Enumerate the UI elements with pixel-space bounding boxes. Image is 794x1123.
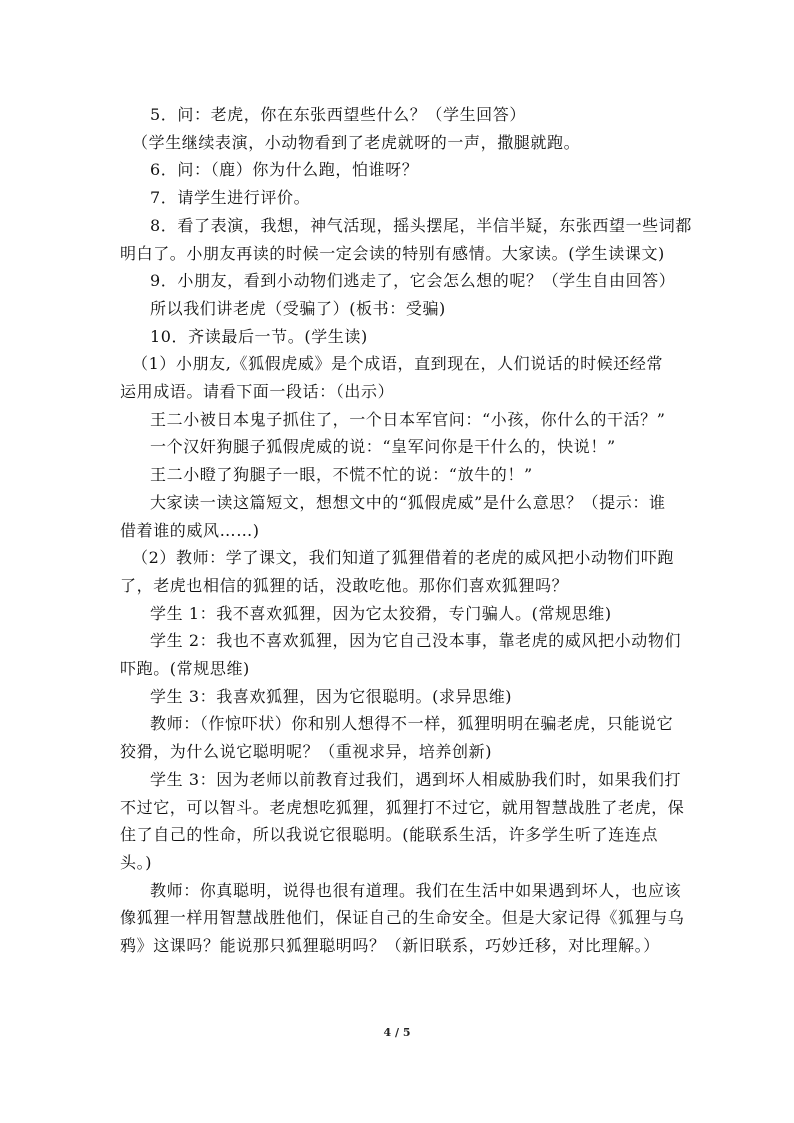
text-line: 鸦》这课吗？能说那只狐狸聪明吗？（新旧联系，巧妙迁移，对比理解。） bbox=[120, 936, 660, 956]
text-line: 6．问：（鹿）你为什么跑，怕谁呀？ bbox=[150, 160, 419, 180]
text-line: 教师：（作惊吓状）你和别人想得不一样，狐狸明明在骗老虎，只能说它 bbox=[150, 714, 674, 734]
text-line: （1）小朋友,《狐假虎威》是个成语，直到现在，人们说话的时候还经常 bbox=[132, 354, 664, 374]
text-line: 狡猾，为什么说它聪明呢？（重视求异，培养创新) bbox=[120, 742, 493, 762]
text-line: 头。) bbox=[120, 852, 153, 872]
page-number: 4 / 5 bbox=[383, 1026, 411, 1039]
text-line: （学生继续表演，小动物看到了老虎就呀的一声，撒腿就跑。 bbox=[132, 132, 581, 152]
text-line: 王二小瞪了狗腿子一眼，不慌不忙的说：“放牛的！” bbox=[150, 465, 533, 485]
text-line: 学生 3：我喜欢狐狸，因为它很聪明。(求异思维) bbox=[150, 686, 513, 706]
text-line: 8．看了表演，我想，神气活现，摇头摆尾，半信半疑，东张西望一些词都 bbox=[150, 215, 692, 235]
text-line: 学生 3：因为老师以前教育过我们，遇到坏人相威胁我们时，如果我们打 bbox=[150, 769, 682, 789]
text-line: 5．问：老虎，你在东张西望些什么？（学生回答） bbox=[150, 105, 526, 124]
text-line: 运用成语。请看下面一段话：（出示） bbox=[120, 382, 395, 402]
text-line: 不过它，可以智斗。老虎想吃狐狸，狐狸打不过它，就用智慧战胜了老虎，保 bbox=[120, 797, 685, 817]
text-line: 吓跑。(常规思维) bbox=[120, 659, 250, 679]
text-line: 所以我们讲老虎（受骗了）(板书：受骗) bbox=[150, 298, 446, 318]
text-line: 学生 2：我也不喜欢狐狸，因为它自己没本事，靠老虎的威风把小动物们 bbox=[150, 631, 682, 651]
text-line: 大家读一读这篇短文，想想文中的“狐假虎威”是什么意思？（提示：谁 bbox=[150, 492, 666, 512]
text-line: 像狐狸一样用智慧战胜他们，保证自己的生命安全。但是大家记得《狐狸与乌 bbox=[120, 908, 685, 928]
text-line: 10．齐读最后一节。(学生读) bbox=[150, 326, 368, 346]
text-line: 借着谁的威风……) bbox=[120, 520, 260, 540]
text-line: 教师：你真聪明，说得也很有道理。我们在生活中如果遇到坏人，也应该 bbox=[150, 880, 682, 900]
text-line: 学生 1：我不喜欢狐狸，因为它太狡猾，专门骗人。(常规思维) bbox=[150, 603, 612, 623]
text-line: 明白了。小朋友再读的时候一定会读的特别有感情。大家读。(学生读课文) bbox=[120, 243, 665, 263]
text-line: 9．小朋友，看到小动物们逃走了，它会怎么想的呢？（学生自由回答） bbox=[150, 271, 676, 291]
text-line: 7．请学生进行评价。 bbox=[150, 188, 311, 208]
text-line: （2）教师：学了课文，我们知道了狐狸借着的老虎的威风把小动物们吓跑 bbox=[132, 548, 674, 568]
text-line: 王二小被日本鬼子抓住了，一个日本军官问：“小孩，你什么的干活？” bbox=[150, 409, 666, 429]
text-line: 住了自己的性命，所以我说它很聪明。(能联系生活，许多学生听了连连点 bbox=[120, 825, 659, 845]
text-line: 了，老虎也相信的狐狸的话，没敢吃他。那你们喜欢狐狸吗？ bbox=[120, 575, 569, 595]
text-line: 一个汉奸狗腿子狐假虎威的说：“皇军问你是干什么的，快说！” bbox=[150, 437, 616, 457]
document-body bbox=[120, 101, 692, 960]
